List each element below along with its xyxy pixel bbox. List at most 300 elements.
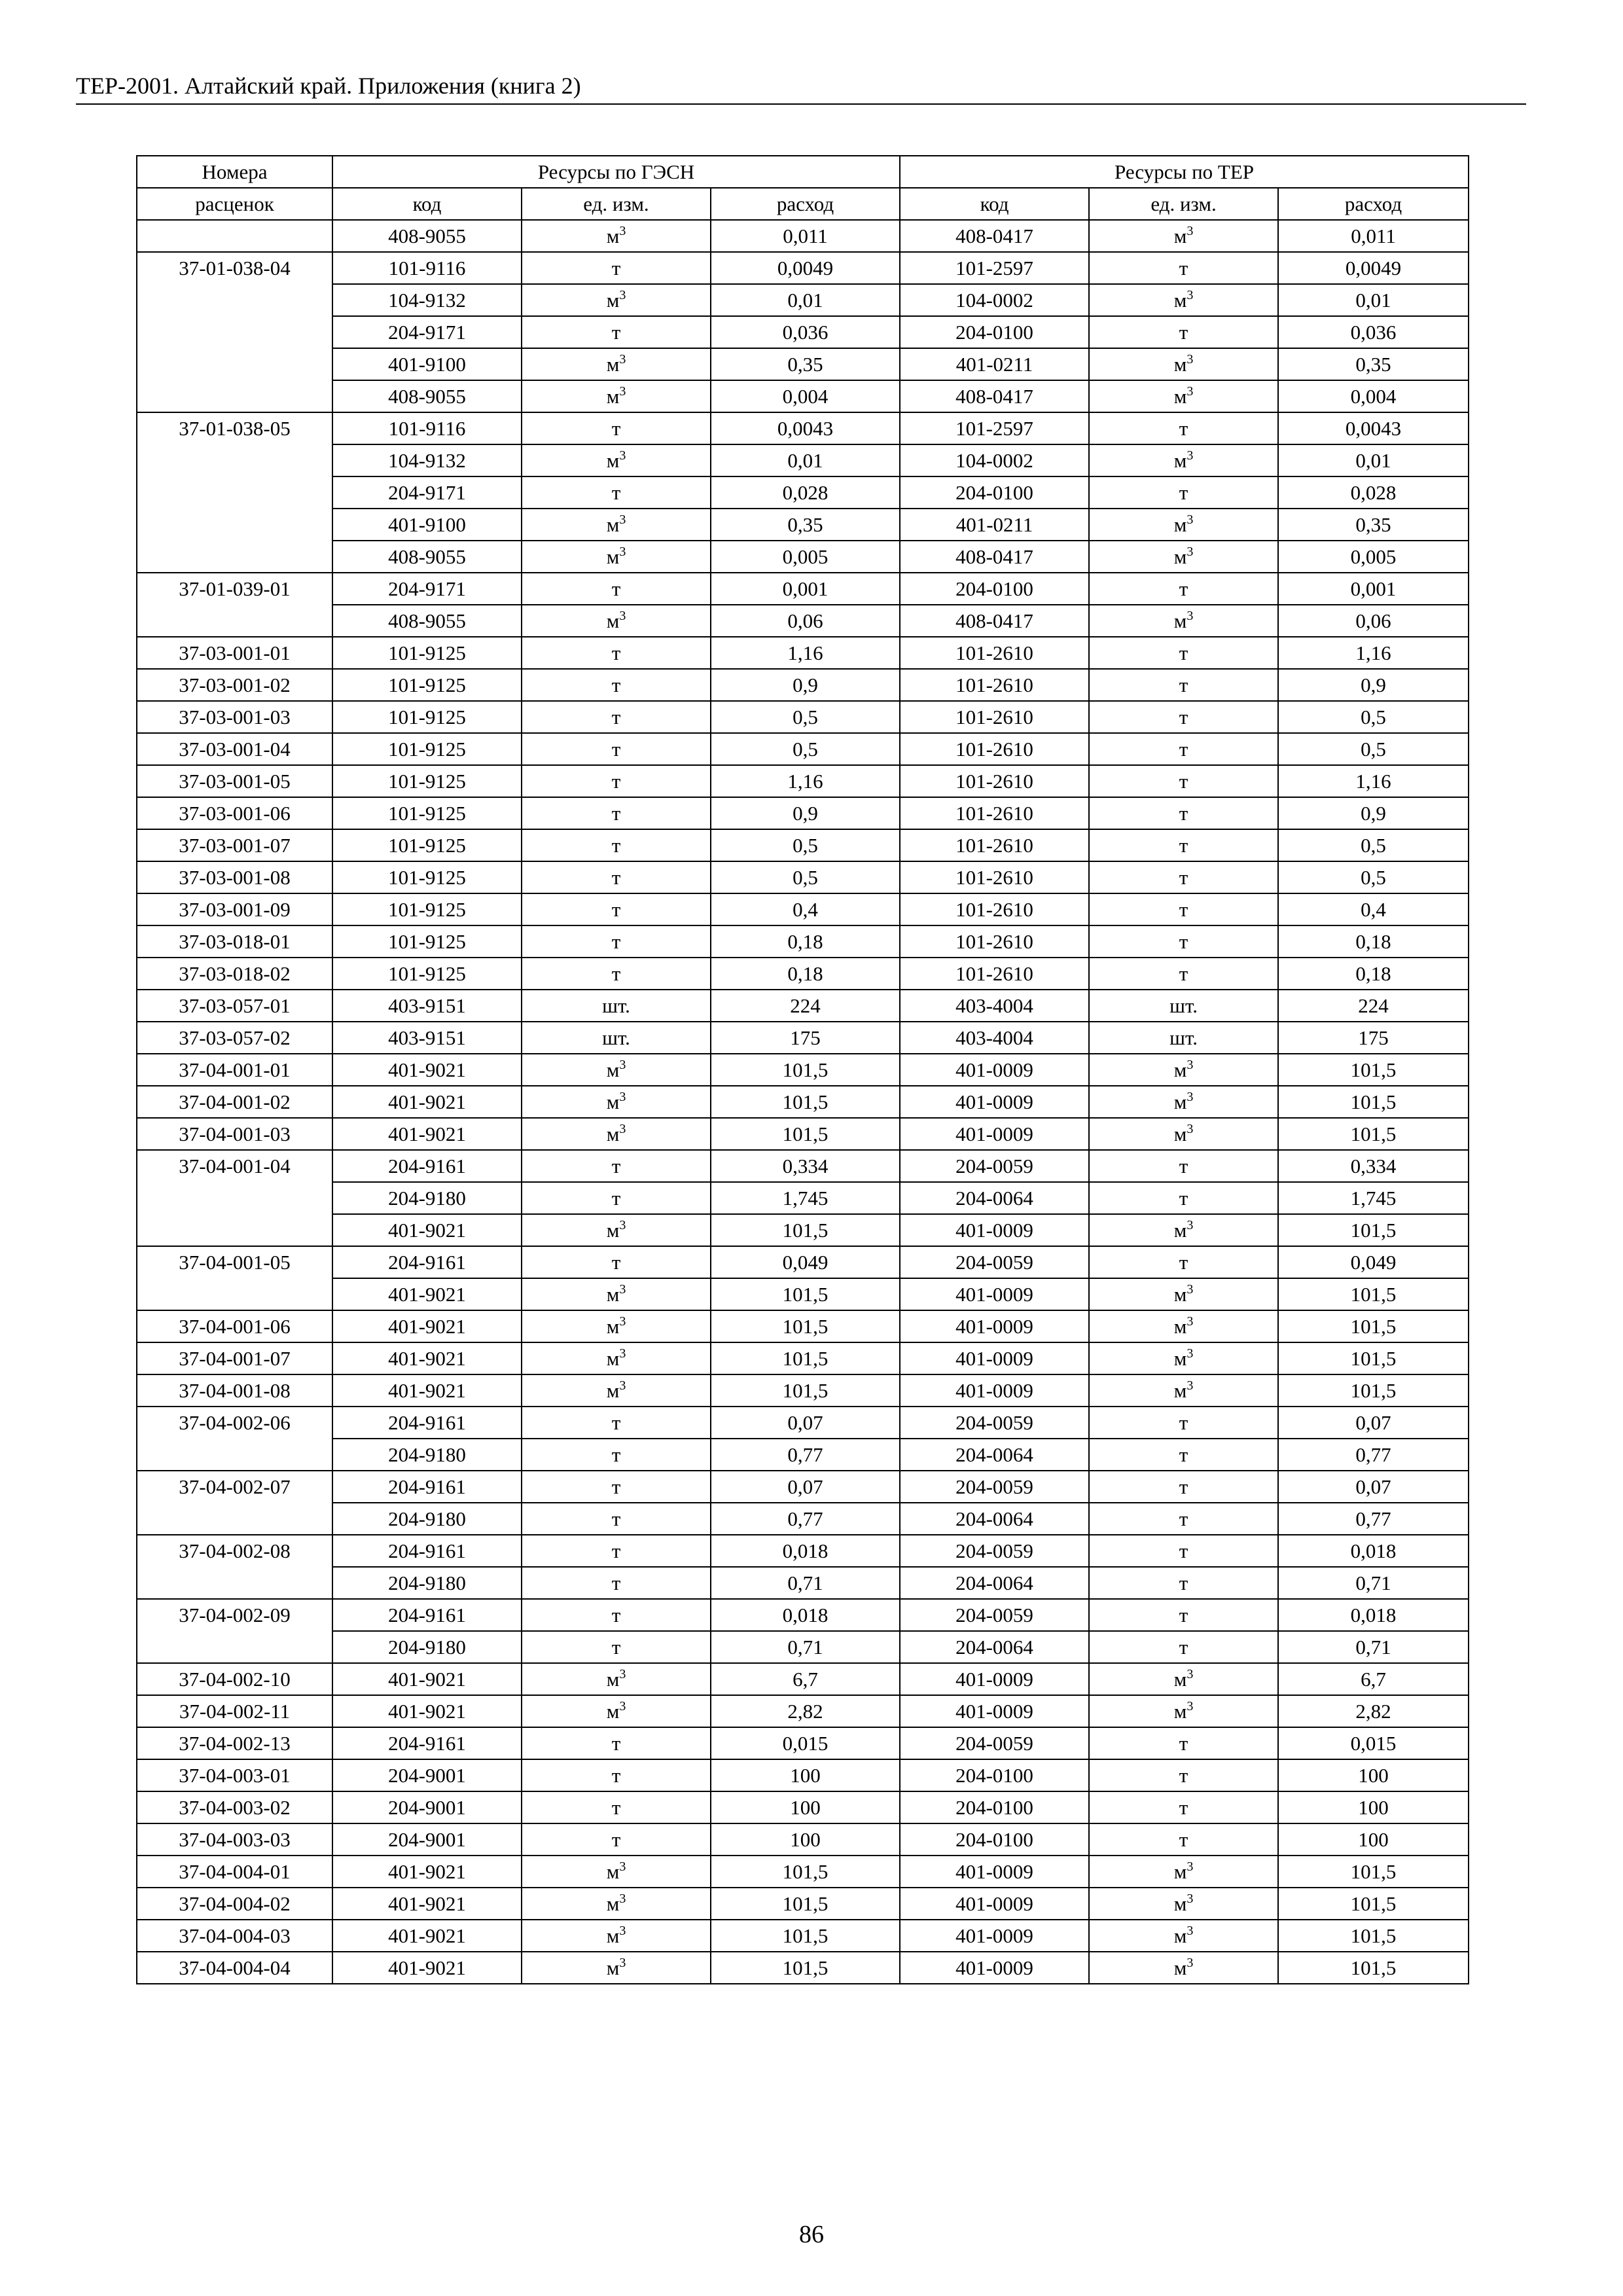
ter-code-cell: 401-0211 [900,509,1089,541]
gesn-amount-cell: 0,18 [711,925,900,958]
table-row [137,1439,1469,1471]
table-row [137,1599,1469,1631]
rate-cell: 37-04-002-11 [137,1695,332,1727]
gesn-unit-cell: т [522,573,711,605]
ter-amount-cell: 0,35 [1278,509,1469,541]
table-row [137,893,1469,925]
table-row [137,990,1469,1022]
gesn-amount-cell: 0,4 [711,893,900,925]
ter-code-cell: 101-2610 [900,733,1089,765]
ter-unit-cell: т [1089,1407,1278,1439]
gesn-amount-cell: 0,004 [711,380,900,412]
gesn-unit-cell: т [522,861,711,893]
gesn-unit-cell: т [522,1759,711,1791]
ter-amount-cell: 1,16 [1278,637,1469,669]
gesn-code-cell: 408-9055 [332,380,522,412]
gesn-code-cell: 408-9055 [332,220,522,252]
header-rates-line1: Номера [137,156,332,188]
ter-code-cell: 204-0100 [900,316,1089,348]
ter-unit-cell: $м^3$ [1089,220,1278,252]
gesn-amount-cell: 101,5 [711,1086,900,1118]
gesn-unit-cell: т [522,797,711,829]
ter-amount-cell: 100 [1278,1823,1469,1856]
gesn-amount-cell: 101,5 [711,1310,900,1342]
rate-cell: 37-04-002-06 [137,1407,332,1439]
ter-code-cell: 401-0009 [900,1663,1089,1695]
ter-code-cell: 104-0002 [900,284,1089,316]
rate-cell: 37-03-018-01 [137,925,332,958]
ter-amount-cell: 0,06 [1278,605,1469,637]
gesn-amount-cell: 224 [711,990,900,1022]
gesn-unit-cell: $м^3$ [522,1310,711,1342]
ter-code-cell: 403-4004 [900,990,1089,1022]
ter-amount-cell: 101,5 [1278,1214,1469,1246]
ter-unit-cell: $м^3$ [1089,541,1278,573]
ter-code-cell: 204-0064 [900,1182,1089,1214]
gesn-unit-cell: $м^3$ [522,284,711,316]
ter-amount-cell: 101,5 [1278,1920,1469,1952]
table-row [137,412,1469,444]
rate-cell: 37-03-001-07 [137,829,332,861]
ter-amount-cell: 101,5 [1278,1310,1469,1342]
rate-cell: 37-03-001-04 [137,733,332,765]
table-row [137,1214,1469,1246]
table-row [137,958,1469,990]
ter-amount-cell: 0,028 [1278,476,1469,509]
rate-cell: 37-03-001-05 [137,765,332,797]
ter-code-cell: 204-0059 [900,1535,1089,1567]
ter-code-cell: 101-2610 [900,797,1089,829]
gesn-code-cell: 204-9171 [332,476,522,509]
gesn-amount-cell: 101,5 [711,1278,900,1310]
gesn-amount-cell: 0,18 [711,958,900,990]
gesn-unit-cell: $м^3$ [522,1118,711,1150]
gesn-code-cell: 204-9161 [332,1471,522,1503]
ter-unit-cell: $м^3$ [1089,1310,1278,1342]
gesn-unit-cell: т [522,1535,711,1567]
ter-code-cell: 401-0211 [900,348,1089,380]
ter-code-cell: 101-2610 [900,893,1089,925]
gesn-amount-cell: 0,036 [711,316,900,348]
ter-code-cell: 204-0100 [900,1759,1089,1791]
gesn-amount-cell: 0,018 [711,1535,900,1567]
ter-unit-cell: $м^3$ [1089,1342,1278,1374]
ter-amount-cell: 101,5 [1278,1856,1469,1888]
table-row [137,1631,1469,1663]
gesn-code-cell: 101-9116 [332,252,522,284]
ter-code-cell: 401-0009 [900,1920,1089,1952]
ter-unit-cell: $м^3$ [1089,605,1278,637]
table-row [137,861,1469,893]
gesn-code-cell: 204-9180 [332,1439,522,1471]
ter-code-cell: 101-2610 [900,669,1089,701]
ter-unit-cell: шт. [1089,990,1278,1022]
ter-code-cell: 204-0059 [900,1471,1089,1503]
ter-unit-cell: т [1089,1823,1278,1856]
gesn-unit-cell: $м^3$ [522,1214,711,1246]
gesn-code-cell: 401-9021 [332,1695,522,1727]
ter-unit-cell: т [1089,829,1278,861]
gesn-unit-cell: т [522,1246,711,1278]
gesn-amount-cell: 0,018 [711,1599,900,1631]
ter-amount-cell: 0,9 [1278,797,1469,829]
table-row [137,1727,1469,1759]
table-row [137,1567,1469,1599]
gesn-unit-cell: т [522,1823,711,1856]
rate-cell [137,509,332,541]
gesn-amount-cell: 0,01 [711,444,900,476]
gesn-unit-cell: т [522,637,711,669]
gesn-code-cell: 101-9125 [332,958,522,990]
gesn-code-cell: 408-9055 [332,605,522,637]
gesn-amount-cell: 0,5 [711,701,900,733]
ter-unit-cell: т [1089,1759,1278,1791]
ter-unit-cell: $м^3$ [1089,380,1278,412]
gesn-unit-cell: т [522,1567,711,1599]
ter-amount-cell: 0,5 [1278,829,1469,861]
gesn-amount-cell: 0,049 [711,1246,900,1278]
ter-amount-cell: 0,18 [1278,958,1469,990]
gesn-unit-cell: $м^3$ [522,1888,711,1920]
gesn-code-cell: 401-9021 [332,1920,522,1952]
ter-unit-cell: т [1089,958,1278,990]
ter-code-cell: 401-0009 [900,1214,1089,1246]
gesn-unit-cell: т [522,669,711,701]
gesn-unit-cell: $м^3$ [522,541,711,573]
table-row [137,1342,1469,1374]
ter-code-cell: 204-0059 [900,1727,1089,1759]
ter-unit-cell: т [1089,1246,1278,1278]
gesn-amount-cell: 100 [711,1823,900,1856]
gesn-amount-cell: 100 [711,1791,900,1823]
gesn-amount-cell: 0,015 [711,1727,900,1759]
rate-cell: 37-04-002-13 [137,1727,332,1759]
ter-unit-cell: т [1089,1791,1278,1823]
gesn-amount-cell: 0,77 [711,1503,900,1535]
table-row [137,1278,1469,1310]
gesn-code-cell: 101-9125 [332,861,522,893]
rate-cell [137,348,332,380]
rate-cell: 37-01-038-05 [137,412,332,444]
header-row-columns [137,188,1469,220]
table-row [137,605,1469,637]
ter-amount-cell: 0,18 [1278,925,1469,958]
ter-unit-cell: т [1089,637,1278,669]
ter-unit-cell: $м^3$ [1089,1086,1278,1118]
ter-amount-cell: 101,5 [1278,1342,1469,1374]
gesn-unit-cell: т [522,893,711,925]
ter-unit-cell: т [1089,1503,1278,1535]
rate-cell: 37-04-001-01 [137,1054,332,1086]
rate-cell: 37-04-002-10 [137,1663,332,1695]
gesn-code-cell: 101-9125 [332,669,522,701]
ter-amount-cell: 101,5 [1278,1118,1469,1150]
ter-unit-cell: $м^3$ [1089,1920,1278,1952]
ter-amount-cell: 6,7 [1278,1663,1469,1695]
ter-code-cell: 101-2597 [900,412,1089,444]
gesn-code-cell: 204-9001 [332,1759,522,1791]
ter-amount-cell: 224 [1278,990,1469,1022]
ter-unit-cell: т [1089,1535,1278,1567]
ter-code-cell: 204-0100 [900,1791,1089,1823]
gesn-code-cell: 204-9161 [332,1727,522,1759]
ter-code-cell: 401-0009 [900,1695,1089,1727]
ter-code-cell: 401-0009 [900,1856,1089,1888]
gesn-unit-cell: $м^3$ [522,1342,711,1374]
gesn-unit-cell: т [522,1182,711,1214]
ter-amount-cell: 0,004 [1278,380,1469,412]
gesn-code-cell: 401-9021 [332,1888,522,1920]
table-row [137,284,1469,316]
gesn-amount-cell: 101,5 [711,1342,900,1374]
gesn-unit-cell: $м^3$ [522,1695,711,1727]
gesn-amount-cell: 0,01 [711,284,900,316]
ter-code-cell: 204-0059 [900,1150,1089,1182]
gesn-code-cell: 204-9161 [332,1407,522,1439]
ter-amount-cell: 0,07 [1278,1471,1469,1503]
gesn-amount-cell: 1,16 [711,637,900,669]
rate-cell [137,1503,332,1535]
gesn-code-cell: 204-9161 [332,1150,522,1182]
gesn-amount-cell: 101,5 [711,1054,900,1086]
ter-amount-cell: 0,77 [1278,1439,1469,1471]
ter-amount-cell: 0,334 [1278,1150,1469,1182]
table-body [137,220,1469,1984]
table-row [137,797,1469,829]
gesn-code-cell: 401-9021 [332,1374,522,1407]
gesn-code-cell: 104-9132 [332,284,522,316]
gesn-unit-cell: т [522,1407,711,1439]
header-ter-unit: ед. изм. [1089,188,1278,220]
ter-code-cell: 403-4004 [900,1022,1089,1054]
ter-code-cell: 101-2610 [900,765,1089,797]
ter-amount-cell: 0,5 [1278,733,1469,765]
gesn-unit-cell: $м^3$ [522,1374,711,1407]
gesn-amount-cell: 101,5 [711,1374,900,1407]
gesn-amount-cell: 0,07 [711,1407,900,1439]
rate-cell: 37-04-001-08 [137,1374,332,1407]
table-row [137,380,1469,412]
rate-cell: 37-03-057-02 [137,1022,332,1054]
gesn-amount-cell: 0,005 [711,541,900,573]
rate-cell: 37-03-001-01 [137,637,332,669]
rate-cell: 37-03-001-09 [137,893,332,925]
ter-code-cell: 204-0059 [900,1599,1089,1631]
header-ter-amount: расход [1278,188,1469,220]
table-row [137,1888,1469,1920]
gesn-unit-cell: $м^3$ [522,348,711,380]
rate-cell: 37-03-001-02 [137,669,332,701]
ter-amount-cell: 1,16 [1278,765,1469,797]
table-row [137,1503,1469,1535]
ter-unit-cell: т [1089,1599,1278,1631]
ter-unit-cell: т [1089,1567,1278,1599]
gesn-amount-cell: 0,9 [711,669,900,701]
ter-unit-cell: $м^3$ [1089,1663,1278,1695]
rate-cell: 37-03-001-08 [137,861,332,893]
rate-cell: 37-04-001-06 [137,1310,332,1342]
header-ter-code: код [900,188,1089,220]
ter-unit-cell: т [1089,701,1278,733]
ter-amount-cell: 0,07 [1278,1407,1469,1439]
table-row [137,1535,1469,1567]
ter-amount-cell: 100 [1278,1759,1469,1791]
gesn-code-cell: 403-9151 [332,1022,522,1054]
ter-code-cell: 401-0009 [900,1278,1089,1310]
gesn-unit-cell: $м^3$ [522,1054,711,1086]
table-row [137,1150,1469,1182]
table-row [137,1856,1469,1888]
table-row [137,701,1469,733]
header-gesn-amount: расход [711,188,900,220]
ter-amount-cell: 0,35 [1278,348,1469,380]
rate-cell [137,476,332,509]
table-row [137,829,1469,861]
ter-amount-cell: 1,745 [1278,1182,1469,1214]
gesn-unit-cell: т [522,1791,711,1823]
ter-code-cell: 101-2610 [900,861,1089,893]
ter-amount-cell: 101,5 [1278,1888,1469,1920]
ter-amount-cell: 0,9 [1278,669,1469,701]
table-row [137,1695,1469,1727]
ter-unit-cell: т [1089,925,1278,958]
rate-cell [137,1567,332,1599]
ter-amount-cell: 101,5 [1278,1952,1469,1984]
gesn-unit-cell: $м^3$ [522,1952,711,1984]
ter-unit-cell: т [1089,573,1278,605]
table-row [137,252,1469,284]
gesn-amount-cell: 1,745 [711,1182,900,1214]
gesn-code-cell: 401-9021 [332,1952,522,1984]
rate-cell [137,444,332,476]
gesn-code-cell: 204-9161 [332,1535,522,1567]
ter-amount-cell: 0,01 [1278,444,1469,476]
ter-code-cell: 104-0002 [900,444,1089,476]
ter-amount-cell: 101,5 [1278,1054,1469,1086]
ter-unit-cell: т [1089,765,1278,797]
ter-code-cell: 101-2610 [900,701,1089,733]
ter-amount-cell: 0,0049 [1278,252,1469,284]
table-row [137,1663,1469,1695]
header-group-ter: Ресурсы по ТЕР [900,156,1469,188]
ter-unit-cell: т [1089,1439,1278,1471]
rate-cell: 37-04-003-01 [137,1759,332,1791]
gesn-unit-cell: т [522,1599,711,1631]
ter-code-cell: 101-2610 [900,925,1089,958]
ter-code-cell: 204-0064 [900,1631,1089,1663]
ter-unit-cell: т [1089,1727,1278,1759]
rate-cell: 37-04-004-03 [137,1920,332,1952]
ter-amount-cell: 0,71 [1278,1631,1469,1663]
ter-code-cell: 401-0009 [900,1374,1089,1407]
ter-amount-cell: 0,018 [1278,1599,1469,1631]
table-row [137,1246,1469,1278]
ter-code-cell: 204-0059 [900,1407,1089,1439]
gesn-code-cell: 401-9021 [332,1054,522,1086]
ter-code-cell: 401-0009 [900,1310,1089,1342]
gesn-code-cell: 204-9001 [332,1823,522,1856]
ter-unit-cell: $м^3$ [1089,1118,1278,1150]
rate-cell [137,220,332,252]
ter-amount-cell: 0,018 [1278,1535,1469,1567]
rate-cell: 37-04-004-02 [137,1888,332,1920]
gesn-code-cell: 401-9021 [332,1118,522,1150]
gesn-amount-cell: 0,028 [711,476,900,509]
table-row [137,1823,1469,1856]
ter-unit-cell: т [1089,252,1278,284]
table-row [137,476,1469,509]
gesn-unit-cell: $м^3$ [522,1856,711,1888]
gesn-amount-cell: 2,82 [711,1695,900,1727]
gesn-code-cell: 101-9125 [332,797,522,829]
page-header [76,71,1526,105]
gesn-amount-cell: 0,011 [711,220,900,252]
header-gesn-unit: ед. изм. [522,188,711,220]
gesn-unit-cell: т [522,1471,711,1503]
ter-unit-cell: т [1089,733,1278,765]
gesn-amount-cell: 1,16 [711,765,900,797]
gesn-unit-cell: т [522,1727,711,1759]
ter-unit-cell: $м^3$ [1089,1888,1278,1920]
ter-amount-cell: 0,049 [1278,1246,1469,1278]
gesn-amount-cell: 0,35 [711,348,900,380]
gesn-amount-cell: 101,5 [711,1920,900,1952]
rate-cell [137,1214,332,1246]
ter-code-cell: 408-0417 [900,605,1089,637]
ter-amount-cell: 0,015 [1278,1727,1469,1759]
gesn-amount-cell: 101,5 [711,1214,900,1246]
ter-unit-cell: $м^3$ [1089,1214,1278,1246]
gesn-unit-cell: $м^3$ [522,509,711,541]
table-row [137,1407,1469,1439]
ter-amount-cell: 0,4 [1278,893,1469,925]
table-row [137,765,1469,797]
ter-unit-cell: т [1089,1150,1278,1182]
gesn-unit-cell: т [522,1439,711,1471]
gesn-code-cell: 204-9171 [332,573,522,605]
gesn-code-cell: 204-9180 [332,1567,522,1599]
ter-amount-cell: 0,011 [1278,220,1469,252]
table-row [137,348,1469,380]
table-row [137,316,1469,348]
gesn-unit-cell: $м^3$ [522,1086,711,1118]
table-row [137,669,1469,701]
rate-cell: 37-01-038-04 [137,252,332,284]
rate-cell [137,1439,332,1471]
rate-cell: 37-03-001-03 [137,701,332,733]
ter-amount-cell: 0,71 [1278,1567,1469,1599]
gesn-amount-cell: 0,0043 [711,412,900,444]
gesn-amount-cell: 0,07 [711,1471,900,1503]
table-row [137,1022,1469,1054]
ter-unit-cell: т [1089,412,1278,444]
gesn-code-cell: 403-9151 [332,990,522,1022]
gesn-unit-cell: т [522,476,711,509]
table-row [137,1086,1469,1118]
gesn-amount-cell: 0,06 [711,605,900,637]
rate-cell: 37-03-018-02 [137,958,332,990]
table-row [137,1791,1469,1823]
rate-cell: 37-04-002-07 [137,1471,332,1503]
gesn-code-cell: 101-9125 [332,701,522,733]
table-row [137,1310,1469,1342]
ter-code-cell: 204-0064 [900,1439,1089,1471]
gesn-code-cell: 101-9125 [332,829,522,861]
ter-unit-cell: $м^3$ [1089,1695,1278,1727]
gesn-code-cell: 101-9125 [332,733,522,765]
rate-cell [137,380,332,412]
gesn-unit-cell: $м^3$ [522,1920,711,1952]
